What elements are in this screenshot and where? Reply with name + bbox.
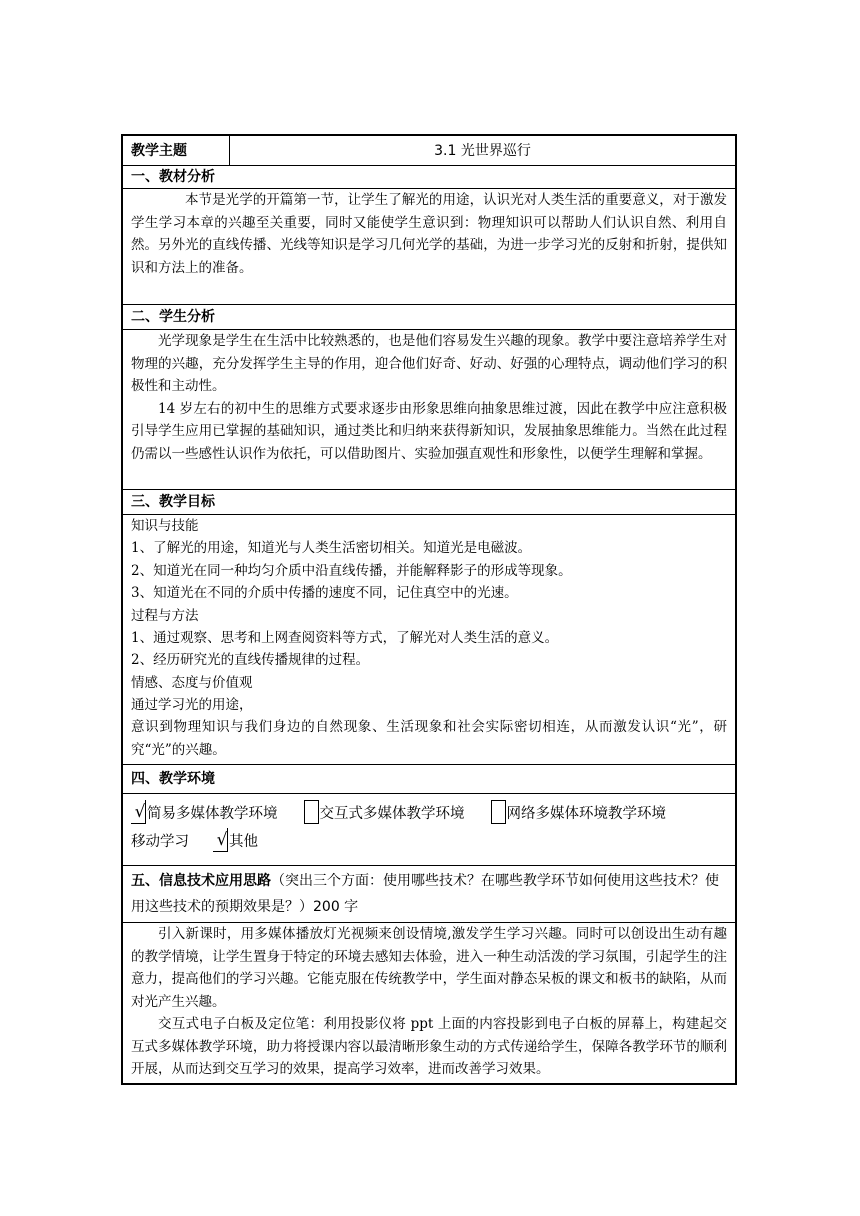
topic-value: 3.1 光世界巡行 [434,143,531,159]
section-4-body [123,794,735,866]
env-option-label: 网络多媒体环境教学环境 [506,805,666,822]
emotion-item-2: 意识到物理知识与我们身边的自然现象、生活现象和社会实际密切相连，从而激发认识“光”，研究“光”的兴趣。 [131,719,727,758]
section-1-paragraph: 本节是光学的开篇第一节，让学生了解光的用途，认识光对人类生活的重要意义，对于激发学生学习本章的兴趣至关重要，同时又能使学生意识到：物理知识可以帮助人们认识自然、利用自然。另外光的直线传播、光线等知识是学习几何光学的基础，为进一步学习光的反射和折射，提供知识和方法上的准备。 [131,192,727,276]
env-option-interactive-multimedia[interactable] [304,800,465,824]
env-option-mobile-learning[interactable] [131,830,189,851]
checkmark-icon: √ [134,801,146,822]
env-option-label: 交互式多媒体教学环境 [319,805,465,822]
env-option-label: 简易多媒体教学环境 [147,805,278,822]
section-4-heading: 四、教学环境 [123,765,735,794]
section-5-heading [123,866,735,923]
section-2-heading: 二、学生分析 [123,305,735,330]
checkbox-unchecked[interactable] [491,800,506,824]
env-option-simple-multimedia[interactable] [131,800,278,824]
knowledge-item-2: 2、知道光在同一种均匀介质中沿直线传播，并能解释影子的形成等现象。 [131,562,572,579]
environment-options-line-1 [131,798,727,826]
section-5-title-note: （突出三个方面：使用哪些技术？在哪些教学环节如何使用这些技术？使用这些技术的预期效果是？）200 字 [131,873,719,915]
checkbox-checked[interactable] [131,800,146,824]
section-1-body [123,189,735,305]
checkbox-unchecked[interactable] [304,800,319,824]
section-5-title: 五、信息技术应用思路 [131,873,271,889]
env-option-other[interactable] [213,828,258,852]
process-methods-title: 过程与方法 [131,607,199,624]
topic-row [123,136,735,166]
section-2-paragraph-2: 14 岁左右的初中生的思维方式要求逐步由形象思维向抽象思维过渡，因此在教学中应注意积极引导学生应用已掌握的基础知识，通过类比和归纳来获得新知识，发展抽象思维能力。当然在此过程仍需以一些感性认识作为依托，可以借助图片、实验加强直观性和形象性，以便学生理解和掌握。 [131,400,727,462]
section-3-body [123,515,735,765]
knowledge-item-1: 1、了解光的用途，知道光与人类生活密切相关。知道光是电磁波。 [131,540,532,556]
env-option-network-multimedia[interactable] [491,800,667,824]
section-3-heading: 三、教学目标 [123,490,735,515]
section-5-paragraph-2: 交互式电子白板及定位笔：利用投影仪将 ppt 上面的内容投影到电子白板的屏幕上，构建起交互式多媒体教学环境，助力将授课内容以最清晰形象生动的方式传递给学生，保障各教学环节的顺利开展，从而达到交互学习的效果，提高学习效率，进而改善学习效果。 [131,1016,727,1077]
env-option-label: 移动学习 [131,833,189,850]
emotion-item-1: 通过学习光的用途， [131,696,253,713]
process-item-1: 1、通过观察、思考和上网查阅资料等方式，了解光对人类生活的意义。 [131,629,559,646]
environment-options-line-2 [131,826,727,854]
topic-label: 教学主题 [123,136,230,165]
knowledge-item-3: 3、知道光在不同的介质中传播的速度不同，记住真空中的光速。 [131,585,518,601]
knowledge-skills-title: 知识与技能 [131,518,199,534]
section-1-heading: 一、教材分析 [123,166,735,189]
section-2-paragraph-1: 光学现象是学生在生活中比较熟悉的，也是他们容易发生兴趣的现象。教学中要注意培养学生对物理的兴趣，充分发挥学生主导的作用，迎合他们好奇、好动、好强的心理特点，调动他们学习的积极性和主动性。 [131,333,727,394]
section-2-body [123,330,735,490]
env-option-label: 其他 [229,833,258,850]
process-item-2: 2、经历研究光的直线传播规律的过程。 [131,652,370,668]
section-5-paragraph-1: 引入新课时，用多媒体播放灯光视频来创设情境,激发学生学习兴趣。同时可以创设出生动有趣的教学情境，让学生置身于特定的环境去感知去体验，进入一种生动活泼的学习氛围，引起学生的注意力，提高他们的学习兴趣。它能克服在传统教学中，学生面对静态呆板的课文和板书的缺陷，从而对光产生兴趣。 [131,926,727,1010]
section-5-body [123,923,735,1083]
emotion-values-title: 情感、态度与价值观 [131,674,253,691]
checkmark-icon: √ [216,829,228,850]
lesson-plan-table [121,134,737,1085]
checkbox-checked[interactable] [213,828,228,852]
